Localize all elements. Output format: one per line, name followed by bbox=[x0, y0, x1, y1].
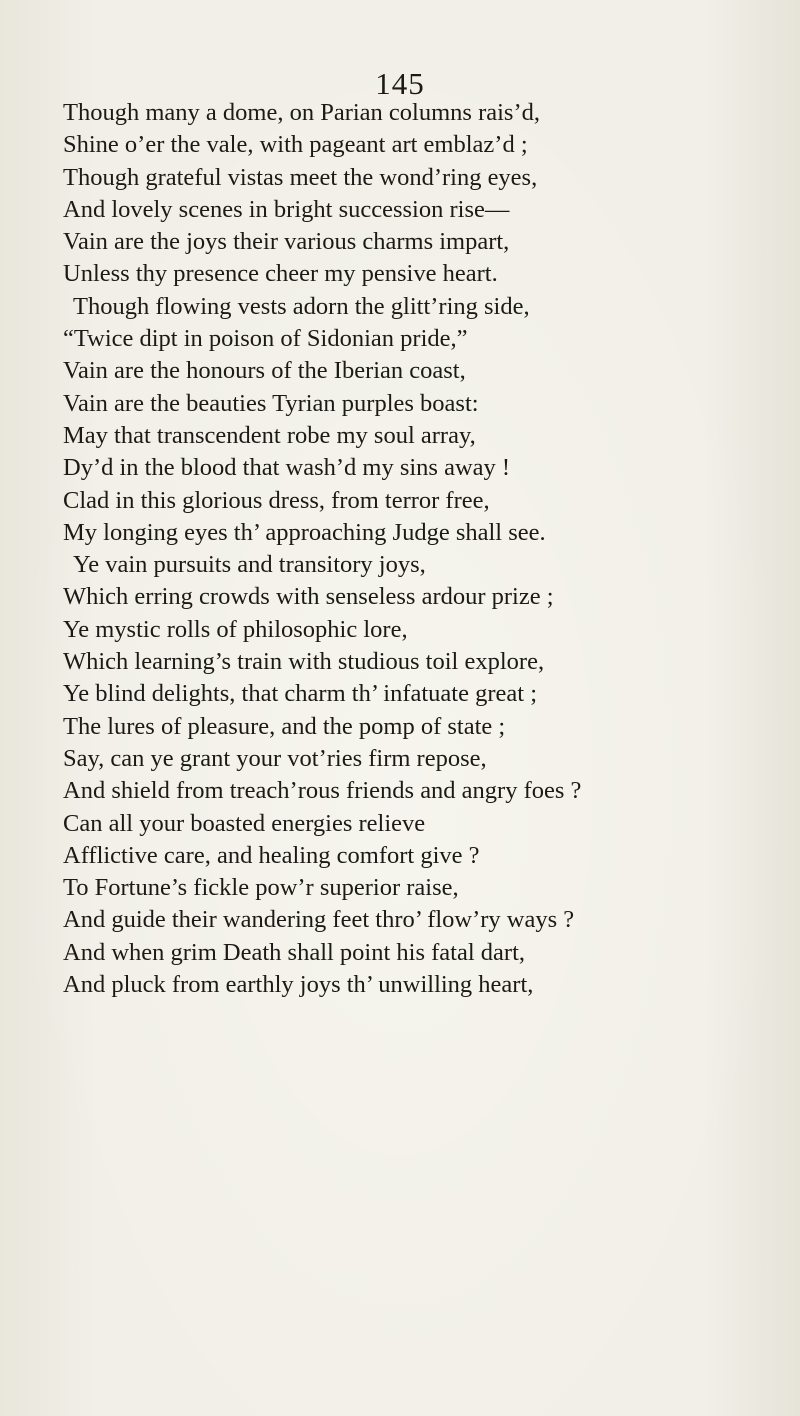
poem-line: Vain are the joys their various charms impart, bbox=[63, 228, 510, 256]
poem-line: Though many a dome, on Parian columns rais’d, bbox=[63, 99, 540, 126]
poem-line: Which learning’s train with studious toil explore, bbox=[63, 648, 545, 676]
poem-line: May that transcendent robe my soul array, bbox=[63, 421, 476, 449]
poem-line: Dy’d in the blood that wash’d my sins away ! bbox=[63, 454, 511, 482]
poem-line: Say, can ye grant your vot’ries firm repose, bbox=[63, 744, 487, 772]
poem-line: Which erring crowds with senseless ardour prize ; bbox=[63, 583, 554, 611]
poem-line: And shield from treach’rous friends and angry foes ? bbox=[63, 777, 582, 805]
poem-line: Unless thy presence cheer my pensive heart. bbox=[63, 260, 498, 288]
poem-line: My longing eyes th’ approaching Judge shall see. bbox=[63, 518, 546, 546]
poem-line: And guide their wandering feet thro’ flow’ry ways ? bbox=[63, 906, 575, 934]
poem-line: Ye mystic rolls of philosophic lore, bbox=[63, 615, 408, 643]
poem-line: Though grateful vistas meet the wond’ring eyes, bbox=[63, 163, 538, 191]
poem-text bbox=[63, 97, 798, 1001]
poem-line: And when grim Death shall point his fatal dart, bbox=[63, 938, 525, 966]
poem-line: Shine o’er the vale, with pageant art emblaz’d ; bbox=[63, 131, 528, 159]
poem-line: Ye blind delights, that charm th’ infatuate great ; bbox=[63, 680, 538, 708]
poem-line: Ye vain pursuits and transitory joys, bbox=[73, 551, 426, 579]
poem-line: And lovely scenes in bright succession rise— bbox=[63, 195, 510, 223]
poem-line: Though flowing vests adorn the glitt’ring side, bbox=[73, 292, 530, 320]
poem-line: “Twice dipt in poison of Sidonian pride,” bbox=[63, 325, 468, 353]
poem-line: Can all your boasted energies relieve bbox=[63, 809, 426, 837]
poem-line: Clad in this glorious dress, from terror free, bbox=[63, 486, 490, 514]
poem-line: And pluck from earthly joys th’ unwilling heart, bbox=[63, 971, 534, 999]
poem-line: Vain are the beauties Tyrian purples boast: bbox=[63, 389, 479, 417]
poem-line: Vain are the honours of the Iberian coast, bbox=[63, 357, 466, 385]
poem-line: Afflictive care, and healing comfort give ? bbox=[63, 841, 480, 869]
page-number: 145 bbox=[375, 66, 425, 101]
poem-line: To Fortune’s fickle pow’r superior raise, bbox=[63, 874, 459, 902]
poem-line: The lures of pleasure, and the pomp of state ; bbox=[63, 712, 506, 740]
